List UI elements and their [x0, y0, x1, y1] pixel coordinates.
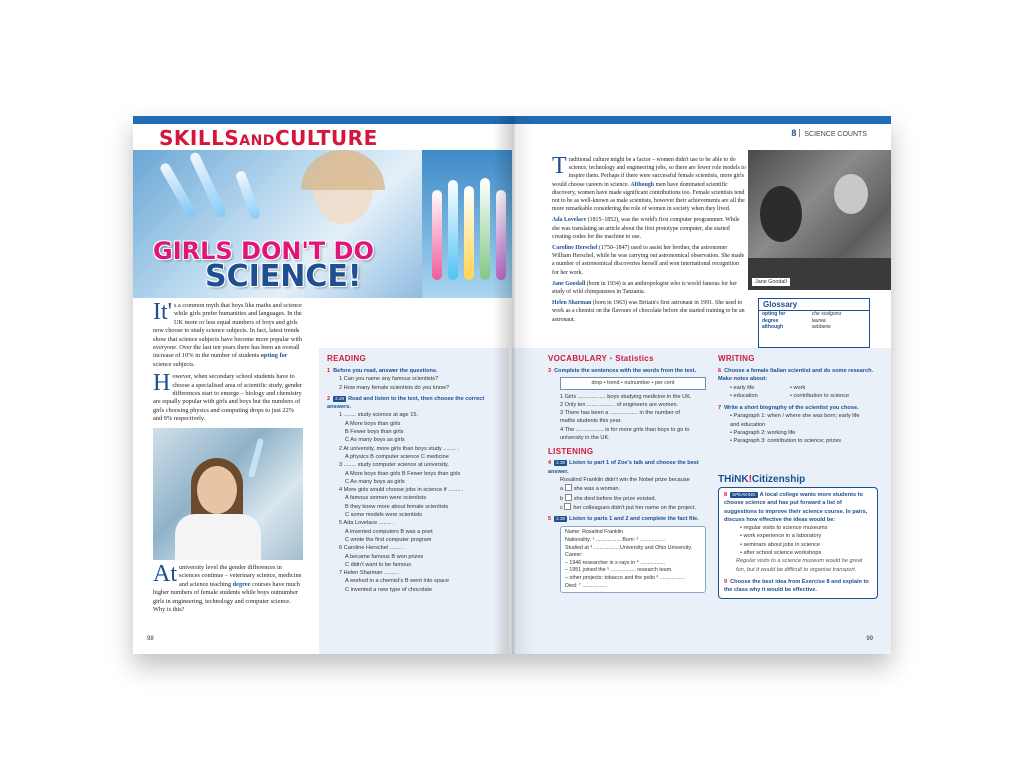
think-citizenship-logo: THiNK!Citizenship [718, 474, 806, 485]
paragraph-4: Traditional culture might be a factor – women didn't use to be able to do science, technology and engineering jobs, so there are fewer role models to inspire them. Perhaps if there were successful female scientists, more girls would choose careers in science. Although men have dominated scientific discovery, women have made significant contributions too. Female scientists tend not to be as well-known as male scientists, however their achievements are all the more remarkable considering the role of women in society when they lived. [552, 153, 746, 213]
article-column-right [552, 153, 747, 327]
exercise-4: 4 2.30 Listen to part 1 of Zoe's talk and choose the best answer. Rosalind Franklin didn't win the Nobel prize because a she was a woman. b she died before the prize existed. c her colleagues didn't put her name on the project. [548, 459, 706, 512]
exercise-5: 5 2.30 Listen to parts 1 and 2 and complete the fact file. Name: Rosalind Franklin Nationality: ¹ ................. Born: ² ................. Studied at ³ ................. University and Ohio University. Career: – 1946 researcher in x-rays in ⁴ ................. – 1951 joined the ⁵ ................. research team. – other projects: tobacco and the polio ⁶ ................. Died: ⁷ ................. [548, 515, 706, 593]
option-line: A worked in a chemist's B went into space [345, 578, 449, 585]
option-line: A became famous B won prizes [345, 553, 424, 560]
glossary-box [758, 298, 870, 348]
bio-caroline-herschel: Caroline Herschel (1750–1847) used to assist her brother, the astronomer William Herschel, while he was carrying out astronomical observation. She made a number of astronomical discoveries herself and won international recognition for her work. [552, 245, 745, 276]
test-tube-rack [422, 150, 512, 298]
citizenship-box: 8 SPEAKING A local college wants more students to choose science and has put forward a list of suggestions to improve their science course. In pairs, discuss how effective the ideas would be: • regular visits to science museums • work experience in a laboratory • seminars about jobs in science • after school science workshops Regular visits to a science museum would be great fun, but it would be difficult to organise transport. 9 Choose the best idea from Exercise 8 and explain to the class why it would be effective. [718, 487, 878, 599]
answer-option[interactable]: a she was a woman. [560, 486, 621, 493]
option-line: A More boys than girls [345, 420, 401, 427]
word-box: drop • trend • outnumber • per cent [560, 377, 706, 389]
example-answer: Regular visits to a science museum would be great fun, but it would be difficult to organise transport. [736, 558, 863, 573]
speaking-badge: SPEAKING [732, 492, 756, 497]
exercise-3: 3 Complete the sentences with the words from the text. drop • trend • outnumber • per cent 1 Girls .................. boys studying medicine in the UK. 2 Only ten .................. of engineers are women. 3 There has been a .................. in the number of maths students this year. 4 The .................. is for more girls than boys to go to university in the UK. [548, 367, 706, 442]
citizenship-section [718, 474, 878, 599]
question-line: 5 Ada Lovelace ........ . [339, 520, 395, 527]
question-line: 7 Helen Sharman ........ . [339, 570, 400, 577]
paragraph-1: It' s a common myth that boys like maths and science while girls prefer humanities and languages. In the UK more or less equal numbers of boys and girls now choose to study science subjects. In fact, latest trends show that science subjects have become more popular with everyone. Over the last ten years there has been an overall increase of 10% in the number of students opting for science subjects. [153, 299, 302, 368]
exercise-1: 1 Before you read, answer the questions. 1 Can you name any famous scientists? 2 How many female scientists do you know? [327, 368, 450, 391]
exercise-7: 7 Write a short biography of the scientist you chose. • Paragraph 1: when / where she was born; early life and education • Paragraph 2: working life • Paragraph 3: contribution to science; prizes [718, 405, 860, 445]
glossary-row: degree laurea [762, 317, 826, 324]
glossary-row: although sebbene [762, 324, 831, 330]
top-color-bar [133, 116, 512, 124]
exercise-6: 6 Choose a female Italian scientist and do some research. Make notes about: • early life • education • work • contribution to science [718, 368, 874, 399]
writing-section [718, 354, 876, 446]
paragraph-3: At university level the gender differences in sciences continue – veterinary science, medicine and science teaching degree courses have much higher numbers of female students while boys outnumber girls in engineering, technology and computer science. Why is this? [153, 561, 302, 614]
writing-heading: WRITING [718, 354, 755, 363]
vocabulary-section: VOCABULARY • Statistics 3 Complete the sentences with the words from the text. drop • trend • outnumber • per cent 1 Girls .................. boys studying medicine in the UK. 2 Only ten .................. of engineers are women. 3 There has been a .................. in the number of maths students this year. 4 The .................. is for more girls than boys to go to university in the UK. LISTENING 4 2.30 Listen to part 1 of Zoe's talk and choose the best answer. Rosalind Franklin didn't win the Nobel prize because a she was a woman. b she died before the prize existed. c her colleagues didn't put her name on the project. 5 2.30 Listen to parts 1 and 2 and complete the fact file. Name: Rosalind Franklin Nationality: ¹ ................. Born: ² ................. Studied at ³ ................. University and Ohio University. Career: – 1946 researcher in x-rays in ⁴ ................. – 1951 joined the ⁵ ................. research team. – other projects: tobacco and the polio ⁶ ................. Died: ⁷ ................. [548, 354, 706, 593]
textbook-spread [133, 116, 891, 654]
exercise-2: 2 2.29 Read and listen to the text, then choose the correct answers. 1 ........ study science at age 15. A More boys than girls B Fewer boys than girls C As many boys as girls 2 At university, more girls than boys study ........ . A physics B computer science C medicine 3 ........ study computer science at university. A More boys than girls B Fewer boys than girls C As many boys as girls 4 More girls would choose jobs in science if ........ . A famous women were scientists B they knew more about female scientists C some models were scientists 5 Ada Lovelace ........ . A invented computers B was a poet C wrote the first computer program 6 Caroline Herschel ........ . A became famous B won prizes C didn't want to be famous 7 Helen Sharman ........ . A worked in a chemist's B went into space C invented a new type of chocolate [327, 395, 503, 594]
girl-scientist-photo [153, 428, 303, 560]
page-number-right: 99 [866, 636, 873, 642]
glossary-table [759, 311, 869, 331]
answer-option[interactable]: c her colleagues didn't put her name on the project. [560, 504, 697, 511]
bio-jane-goodall: Jane Goodall (born in 1934) is an anthropologist who is world famous for her study of wild chimpanzees in Tanzania. [552, 280, 738, 296]
fact-file: Name: Rosalind Franklin Nationality: ¹ ................. Born: ² ................. Studied at ³ ................. University and Ohio University. Career: – 1946 researcher in x-rays in ⁴ ................. – 1951 joined the ⁵ ................. research team. – other projects: tobacco and the polio ⁶ ................. Died: ⁷ ................. [560, 526, 706, 593]
option-line: A physics B computer science C medicine [345, 453, 449, 460]
jane-goodall-photo [748, 150, 891, 290]
left-page [133, 116, 512, 654]
right-page [512, 116, 891, 654]
reading-section [319, 348, 509, 654]
option-line: C As many boys as girls [345, 437, 405, 444]
article-column-left-bottom [153, 561, 303, 614]
question-line: 4 More girls would choose jobs in science if ........ . [339, 487, 464, 494]
bio-helen-sharman: Helen Sharman (born in 1963) was Britain's first astronaut in 1991. She used to work as a chemist on the flavours of chocolate before she started training to be an astronaut. [552, 300, 745, 323]
option-line: A More boys than girls B Fewer boys than girls [345, 470, 461, 477]
section-title: SKILLSANDCULTURE [159, 126, 378, 150]
listening-heading: LISTENING [548, 447, 594, 457]
answer-option[interactable]: b she died before the prize existed. [560, 495, 657, 502]
option-line: B Fewer boys than girls [345, 429, 404, 436]
glossary-title: Glossary [759, 299, 869, 311]
checkbox[interactable] [565, 484, 572, 491]
option-line: A invented computers B was a poet [345, 528, 433, 535]
question-line: 1 ........ study science at age 15. [339, 412, 418, 419]
page-number-left: 98 [147, 636, 154, 642]
question-line: 2 At university, more girls than boys study ........ . [339, 445, 459, 452]
audio-track-badge[interactable]: 2.30 [556, 516, 566, 522]
audio-track-badge[interactable]: 2.30 [556, 460, 566, 466]
question-line: 3 ........ study computer science at university. [339, 462, 449, 469]
checkbox[interactable] [565, 494, 572, 501]
checkbox[interactable] [564, 503, 571, 510]
article-headline: GIRLS DON'T DO SCIENCE! [153, 237, 374, 294]
option-line: C some models were scientists [345, 512, 423, 519]
glossary-row: opting for che scelgono [762, 311, 842, 317]
photo-caption: Jane Goodall [752, 278, 790, 286]
audio-track-badge[interactable]: 2.29 [335, 395, 345, 401]
paragraph-2: However, when secondary school students have to choose a specialised area of scientific study, gender differences start to emerge – biology and chemistry are equally popular with girls and boys but the numbers of girls choosing physics and computing drops to just 22% and 9% respectively. [153, 370, 303, 423]
option-line: C wrote the first computer program [345, 536, 432, 543]
article-column-left [153, 299, 303, 428]
option-line: B they knew more about female scientists [345, 503, 449, 510]
top-color-bar [512, 116, 891, 124]
question-line: 6 Caroline Herschel ........ . [339, 545, 406, 552]
chapter-header: 8 SCIENCE COUNTS [791, 128, 867, 138]
option-line: C As many boys as girls [345, 478, 405, 485]
option-line: C invented a new type of chocolate [345, 586, 433, 593]
reading-heading: READING [327, 354, 366, 363]
bio-ada-lovelace: Ada Lovelace (1815–1852), was the world's first computer programmer. While she was translating an article about the first prototype computer, she started creating codes for the machine to use. [552, 217, 740, 240]
option-line: A famous women were scientists [345, 495, 427, 502]
option-line: C didn't want to be famous [345, 561, 412, 568]
